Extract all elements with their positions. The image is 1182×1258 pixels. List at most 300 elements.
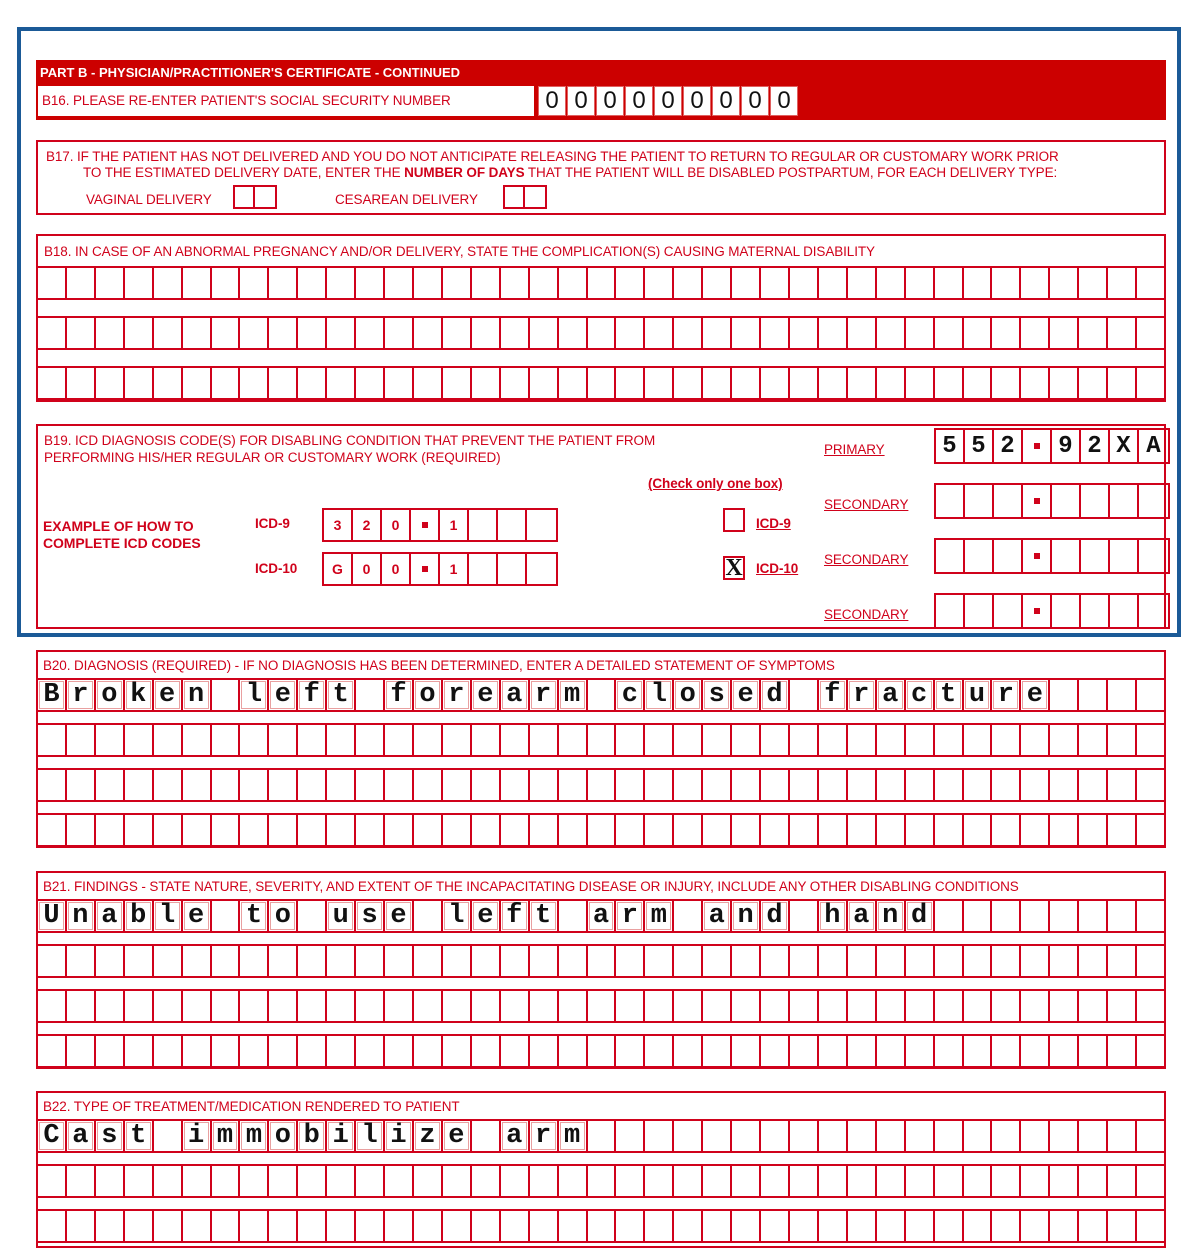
char-cell[interactable] bbox=[183, 946, 212, 976]
char-cell[interactable] bbox=[385, 1036, 414, 1066]
char-cell[interactable] bbox=[385, 1166, 414, 1196]
char-cell[interactable] bbox=[935, 901, 964, 931]
char-cell[interactable] bbox=[1108, 946, 1137, 976]
char-cell[interactable] bbox=[1137, 1211, 1164, 1241]
char-cell[interactable] bbox=[877, 1036, 906, 1066]
char-cell[interactable] bbox=[1079, 268, 1108, 298]
char-cell[interactable] bbox=[96, 1211, 125, 1241]
char-cell[interactable] bbox=[674, 1211, 703, 1241]
code-char-cell[interactable]: 2 bbox=[994, 430, 1023, 462]
char-cell[interactable] bbox=[588, 946, 617, 976]
code-char-cell[interactable] bbox=[994, 595, 1023, 627]
char-cell[interactable] bbox=[240, 770, 269, 800]
char-cell[interactable] bbox=[530, 368, 559, 398]
char-cell[interactable] bbox=[790, 901, 819, 931]
char-cell[interactable] bbox=[298, 1211, 327, 1241]
char-cell[interactable] bbox=[240, 318, 269, 348]
char-cell[interactable] bbox=[732, 368, 761, 398]
char-cell[interactable] bbox=[96, 815, 125, 845]
char-cell[interactable] bbox=[530, 815, 559, 845]
char-cell[interactable] bbox=[906, 680, 935, 710]
char-cell[interactable] bbox=[183, 680, 212, 710]
char-cell[interactable] bbox=[298, 1121, 327, 1151]
char-cell[interactable] bbox=[154, 901, 183, 931]
decimal-point-cell[interactable] bbox=[1023, 430, 1052, 462]
char-cell[interactable] bbox=[298, 368, 327, 398]
code-char-cell[interactable] bbox=[1139, 485, 1168, 517]
char-cell[interactable] bbox=[356, 268, 385, 298]
char-cell[interactable] bbox=[472, 1121, 501, 1151]
char-cell[interactable] bbox=[472, 815, 501, 845]
char-cell[interactable] bbox=[385, 1121, 414, 1151]
char-cell[interactable] bbox=[790, 268, 819, 298]
char-cell[interactable] bbox=[125, 1166, 154, 1196]
char-cell[interactable] bbox=[848, 1121, 877, 1151]
char-cell[interactable] bbox=[674, 725, 703, 755]
char-cell[interactable] bbox=[38, 680, 67, 710]
char-cell[interactable] bbox=[269, 1036, 298, 1066]
char-cell[interactable] bbox=[414, 268, 443, 298]
char-cell[interactable] bbox=[964, 991, 993, 1021]
char-cell[interactable] bbox=[1108, 725, 1137, 755]
char-cell[interactable] bbox=[212, 1166, 241, 1196]
char-cell[interactable] bbox=[761, 725, 790, 755]
char-cell[interactable] bbox=[877, 1211, 906, 1241]
char-cell[interactable] bbox=[877, 680, 906, 710]
char-cell[interactable] bbox=[819, 1036, 848, 1066]
char-cell[interactable] bbox=[385, 268, 414, 298]
char-cell[interactable] bbox=[501, 1121, 530, 1151]
code-char-cell[interactable] bbox=[965, 485, 994, 517]
char-cell[interactable] bbox=[501, 991, 530, 1021]
char-cell[interactable] bbox=[848, 815, 877, 845]
icd9-checkbox[interactable] bbox=[723, 508, 745, 532]
ssn-digit-cell[interactable]: 0 bbox=[741, 86, 769, 116]
char-cell[interactable] bbox=[443, 815, 472, 845]
char-cell[interactable] bbox=[616, 770, 645, 800]
char-cell[interactable] bbox=[240, 268, 269, 298]
char-cell[interactable] bbox=[761, 368, 790, 398]
char-cell[interactable] bbox=[212, 946, 241, 976]
char-cell[interactable] bbox=[790, 991, 819, 1021]
char-cell[interactable] bbox=[327, 991, 356, 1021]
char-cell[interactable] bbox=[269, 368, 298, 398]
char-cell[interactable] bbox=[1021, 1036, 1050, 1066]
char-cell[interactable] bbox=[588, 1211, 617, 1241]
char-cell[interactable] bbox=[67, 268, 96, 298]
char-cell[interactable] bbox=[964, 318, 993, 348]
char-cell[interactable] bbox=[443, 1166, 472, 1196]
char-cell[interactable] bbox=[96, 901, 125, 931]
char-cell[interactable] bbox=[616, 725, 645, 755]
char-cell[interactable] bbox=[1021, 770, 1050, 800]
code-char-cell[interactable]: 5 bbox=[965, 430, 994, 462]
char-cell[interactable] bbox=[992, 318, 1021, 348]
char-cell[interactable] bbox=[183, 991, 212, 1021]
char-cell[interactable] bbox=[96, 1166, 125, 1196]
char-cell[interactable] bbox=[38, 1166, 67, 1196]
code-char-cell[interactable] bbox=[1081, 595, 1110, 627]
char-cell[interactable] bbox=[848, 725, 877, 755]
char-cell[interactable] bbox=[559, 368, 588, 398]
primary-icd-code-field[interactable] bbox=[934, 428, 1170, 464]
char-cell[interactable] bbox=[732, 725, 761, 755]
char-cell[interactable] bbox=[1021, 946, 1050, 976]
char-cell[interactable] bbox=[327, 901, 356, 931]
char-cell[interactable] bbox=[1050, 946, 1079, 976]
char-cell[interactable] bbox=[125, 368, 154, 398]
char-cell[interactable] bbox=[530, 1036, 559, 1066]
char-cell[interactable] bbox=[443, 991, 472, 1021]
char-cell[interactable] bbox=[1108, 368, 1137, 398]
code-char-cell[interactable] bbox=[1052, 485, 1081, 517]
char-cell[interactable] bbox=[472, 268, 501, 298]
char-cell[interactable] bbox=[1050, 268, 1079, 298]
char-cell[interactable] bbox=[154, 1211, 183, 1241]
char-cell[interactable] bbox=[414, 1121, 443, 1151]
char-cell[interactable] bbox=[38, 946, 67, 976]
char-cell[interactable] bbox=[616, 946, 645, 976]
char-cell[interactable] bbox=[992, 725, 1021, 755]
char-cell[interactable] bbox=[125, 680, 154, 710]
icd10-checkbox[interactable]: X bbox=[723, 556, 745, 580]
char-cell[interactable] bbox=[327, 680, 356, 710]
char-cell[interactable] bbox=[298, 946, 327, 976]
char-cell[interactable] bbox=[240, 1036, 269, 1066]
char-cell[interactable] bbox=[1050, 1121, 1079, 1151]
char-cell[interactable] bbox=[1079, 946, 1108, 976]
char-cell[interactable] bbox=[125, 991, 154, 1021]
char-cell[interactable] bbox=[327, 268, 356, 298]
char-cell[interactable] bbox=[645, 368, 674, 398]
char-cell[interactable] bbox=[877, 368, 906, 398]
char-cell[interactable] bbox=[212, 815, 241, 845]
char-cell[interactable] bbox=[761, 1036, 790, 1066]
char-cell[interactable] bbox=[790, 680, 819, 710]
code-char-cell[interactable] bbox=[936, 540, 965, 572]
char-cell[interactable] bbox=[703, 1036, 732, 1066]
secondary-icd-code-field-3[interactable] bbox=[934, 593, 1170, 629]
char-cell[interactable] bbox=[964, 1036, 993, 1066]
char-cell[interactable] bbox=[1108, 991, 1137, 1021]
char-cell[interactable] bbox=[1021, 815, 1050, 845]
char-cell[interactable] bbox=[356, 368, 385, 398]
char-cell[interactable] bbox=[877, 1166, 906, 1196]
char-cell[interactable] bbox=[906, 770, 935, 800]
ssn-digit-cell[interactable]: 0 bbox=[683, 86, 711, 116]
char-cell[interactable] bbox=[848, 946, 877, 976]
char-cell[interactable] bbox=[732, 318, 761, 348]
char-cell[interactable] bbox=[501, 368, 530, 398]
b22-text-line[interactable] bbox=[38, 1209, 1164, 1243]
char-cell[interactable] bbox=[530, 991, 559, 1021]
char-cell[interactable] bbox=[67, 1166, 96, 1196]
char-cell[interactable] bbox=[356, 1211, 385, 1241]
char-cell[interactable] bbox=[1079, 1036, 1108, 1066]
char-cell[interactable] bbox=[472, 725, 501, 755]
b21-text-line[interactable] bbox=[38, 1034, 1164, 1068]
char-cell[interactable] bbox=[703, 680, 732, 710]
char-cell[interactable] bbox=[703, 268, 732, 298]
char-cell[interactable] bbox=[1108, 1166, 1137, 1196]
char-cell[interactable] bbox=[183, 901, 212, 931]
ssn-digit-cell[interactable]: 0 bbox=[567, 86, 595, 116]
char-cell[interactable] bbox=[992, 946, 1021, 976]
char-cell[interactable] bbox=[240, 725, 269, 755]
char-cell[interactable] bbox=[559, 946, 588, 976]
char-cell[interactable] bbox=[501, 901, 530, 931]
digit-cell[interactable] bbox=[235, 187, 255, 207]
char-cell[interactable] bbox=[616, 680, 645, 710]
char-cell[interactable] bbox=[819, 1211, 848, 1241]
char-cell[interactable] bbox=[298, 680, 327, 710]
char-cell[interactable] bbox=[964, 946, 993, 976]
char-cell[interactable] bbox=[443, 680, 472, 710]
char-cell[interactable] bbox=[790, 1166, 819, 1196]
char-cell[interactable] bbox=[269, 991, 298, 1021]
char-cell[interactable] bbox=[1137, 1036, 1164, 1066]
char-cell[interactable] bbox=[414, 901, 443, 931]
char-cell[interactable] bbox=[212, 770, 241, 800]
char-cell[interactable] bbox=[645, 770, 674, 800]
char-cell[interactable] bbox=[877, 901, 906, 931]
char-cell[interactable] bbox=[154, 680, 183, 710]
char-cell[interactable] bbox=[935, 725, 964, 755]
char-cell[interactable] bbox=[183, 725, 212, 755]
char-cell[interactable] bbox=[559, 1121, 588, 1151]
char-cell[interactable] bbox=[790, 770, 819, 800]
char-cell[interactable] bbox=[1021, 1166, 1050, 1196]
char-cell[interactable] bbox=[1108, 1121, 1137, 1151]
char-cell[interactable] bbox=[906, 725, 935, 755]
char-cell[interactable] bbox=[559, 815, 588, 845]
char-cell[interactable] bbox=[38, 991, 67, 1021]
char-cell[interactable] bbox=[1079, 1166, 1108, 1196]
char-cell[interactable] bbox=[645, 1211, 674, 1241]
char-cell[interactable] bbox=[530, 770, 559, 800]
char-cell[interactable] bbox=[906, 368, 935, 398]
char-cell[interactable] bbox=[125, 901, 154, 931]
char-cell[interactable] bbox=[240, 991, 269, 1021]
char-cell[interactable] bbox=[559, 1211, 588, 1241]
char-cell[interactable] bbox=[154, 268, 183, 298]
char-cell[interactable] bbox=[674, 815, 703, 845]
code-char-cell[interactable] bbox=[965, 595, 994, 627]
char-cell[interactable] bbox=[559, 1166, 588, 1196]
char-cell[interactable] bbox=[964, 725, 993, 755]
b20-text-line[interactable] bbox=[38, 813, 1164, 847]
char-cell[interactable] bbox=[154, 991, 183, 1021]
char-cell[interactable] bbox=[1021, 318, 1050, 348]
char-cell[interactable] bbox=[385, 725, 414, 755]
char-cell[interactable] bbox=[530, 1211, 559, 1241]
char-cell[interactable] bbox=[964, 1211, 993, 1241]
char-cell[interactable] bbox=[154, 815, 183, 845]
char-cell[interactable] bbox=[848, 1036, 877, 1066]
char-cell[interactable] bbox=[501, 770, 530, 800]
char-cell[interactable] bbox=[530, 901, 559, 931]
char-cell[interactable] bbox=[269, 901, 298, 931]
b22-text-line[interactable] bbox=[38, 1119, 1164, 1153]
char-cell[interactable] bbox=[67, 991, 96, 1021]
b18-text-line[interactable] bbox=[38, 266, 1164, 300]
char-cell[interactable] bbox=[67, 368, 96, 398]
char-cell[interactable] bbox=[674, 368, 703, 398]
char-cell[interactable] bbox=[154, 1121, 183, 1151]
char-cell[interactable] bbox=[183, 1121, 212, 1151]
char-cell[interactable] bbox=[703, 368, 732, 398]
char-cell[interactable] bbox=[269, 1166, 298, 1196]
char-cell[interactable] bbox=[1050, 368, 1079, 398]
char-cell[interactable] bbox=[240, 946, 269, 976]
char-cell[interactable] bbox=[761, 815, 790, 845]
char-cell[interactable] bbox=[848, 680, 877, 710]
char-cell[interactable] bbox=[67, 1121, 96, 1151]
char-cell[interactable] bbox=[385, 946, 414, 976]
char-cell[interactable] bbox=[1108, 680, 1137, 710]
code-char-cell[interactable] bbox=[1081, 485, 1110, 517]
char-cell[interactable] bbox=[67, 1036, 96, 1066]
char-cell[interactable] bbox=[703, 946, 732, 976]
char-cell[interactable] bbox=[992, 1166, 1021, 1196]
char-cell[interactable] bbox=[790, 815, 819, 845]
char-cell[interactable] bbox=[414, 318, 443, 348]
b18-text-line[interactable] bbox=[38, 366, 1164, 400]
digit-cell[interactable] bbox=[255, 187, 275, 207]
char-cell[interactable] bbox=[1079, 1211, 1108, 1241]
char-cell[interactable] bbox=[125, 1211, 154, 1241]
b20-text-line[interactable] bbox=[38, 723, 1164, 757]
char-cell[interactable] bbox=[559, 725, 588, 755]
char-cell[interactable] bbox=[848, 318, 877, 348]
char-cell[interactable] bbox=[125, 725, 154, 755]
char-cell[interactable] bbox=[1079, 680, 1108, 710]
char-cell[interactable] bbox=[819, 725, 848, 755]
char-cell[interactable] bbox=[761, 770, 790, 800]
char-cell[interactable] bbox=[761, 318, 790, 348]
char-cell[interactable] bbox=[1050, 991, 1079, 1021]
code-char-cell[interactable]: X bbox=[1110, 430, 1139, 462]
char-cell[interactable] bbox=[645, 268, 674, 298]
char-cell[interactable] bbox=[183, 770, 212, 800]
char-cell[interactable] bbox=[616, 1036, 645, 1066]
char-cell[interactable] bbox=[96, 770, 125, 800]
char-cell[interactable] bbox=[327, 368, 356, 398]
char-cell[interactable] bbox=[848, 1166, 877, 1196]
char-cell[interactable] bbox=[790, 1036, 819, 1066]
char-cell[interactable] bbox=[819, 680, 848, 710]
char-cell[interactable] bbox=[501, 1211, 530, 1241]
char-cell[interactable] bbox=[38, 815, 67, 845]
char-cell[interactable] bbox=[1050, 1211, 1079, 1241]
char-cell[interactable] bbox=[96, 1121, 125, 1151]
char-cell[interactable] bbox=[877, 991, 906, 1021]
char-cell[interactable] bbox=[790, 1211, 819, 1241]
char-cell[interactable] bbox=[703, 815, 732, 845]
char-cell[interactable] bbox=[298, 725, 327, 755]
b18-text-line[interactable] bbox=[38, 316, 1164, 350]
char-cell[interactable] bbox=[269, 725, 298, 755]
char-cell[interactable] bbox=[67, 725, 96, 755]
char-cell[interactable] bbox=[848, 991, 877, 1021]
char-cell[interactable] bbox=[530, 725, 559, 755]
char-cell[interactable] bbox=[964, 901, 993, 931]
char-cell[interactable] bbox=[645, 1036, 674, 1066]
char-cell[interactable] bbox=[327, 1121, 356, 1151]
char-cell[interactable] bbox=[761, 991, 790, 1021]
char-cell[interactable] bbox=[125, 946, 154, 976]
char-cell[interactable] bbox=[125, 1121, 154, 1151]
char-cell[interactable] bbox=[183, 368, 212, 398]
char-cell[interactable] bbox=[1079, 368, 1108, 398]
char-cell[interactable] bbox=[588, 725, 617, 755]
decimal-point-cell[interactable] bbox=[1023, 540, 1052, 572]
char-cell[interactable] bbox=[414, 1211, 443, 1241]
char-cell[interactable] bbox=[183, 1166, 212, 1196]
char-cell[interactable] bbox=[472, 1211, 501, 1241]
char-cell[interactable] bbox=[790, 725, 819, 755]
char-cell[interactable] bbox=[212, 368, 241, 398]
char-cell[interactable] bbox=[414, 946, 443, 976]
char-cell[interactable] bbox=[819, 368, 848, 398]
char-cell[interactable] bbox=[1137, 946, 1164, 976]
char-cell[interactable] bbox=[1021, 268, 1050, 298]
char-cell[interactable] bbox=[1137, 1121, 1164, 1151]
char-cell[interactable] bbox=[935, 680, 964, 710]
cesarean-delivery-days-field[interactable] bbox=[503, 185, 547, 209]
char-cell[interactable] bbox=[414, 770, 443, 800]
char-cell[interactable] bbox=[559, 268, 588, 298]
char-cell[interactable] bbox=[67, 901, 96, 931]
char-cell[interactable] bbox=[674, 318, 703, 348]
char-cell[interactable] bbox=[38, 1211, 67, 1241]
char-cell[interactable] bbox=[559, 770, 588, 800]
char-cell[interactable] bbox=[645, 680, 674, 710]
b20-text-line[interactable] bbox=[38, 768, 1164, 802]
code-char-cell[interactable]: A bbox=[1146, 432, 1161, 460]
char-cell[interactable] bbox=[269, 1121, 298, 1151]
char-cell[interactable] bbox=[588, 368, 617, 398]
vaginal-delivery-days-field[interactable] bbox=[233, 185, 277, 209]
char-cell[interactable] bbox=[414, 1166, 443, 1196]
char-cell[interactable] bbox=[1137, 1166, 1164, 1196]
char-cell[interactable] bbox=[674, 1121, 703, 1151]
char-cell[interactable] bbox=[38, 725, 67, 755]
code-char-cell[interactable] bbox=[1139, 540, 1168, 572]
char-cell[interactable] bbox=[240, 901, 269, 931]
char-cell[interactable] bbox=[1137, 368, 1164, 398]
char-cell[interactable] bbox=[1137, 770, 1164, 800]
char-cell[interactable] bbox=[588, 318, 617, 348]
char-cell[interactable] bbox=[674, 268, 703, 298]
char-cell[interactable] bbox=[559, 991, 588, 1021]
code-char-cell[interactable] bbox=[1052, 540, 1081, 572]
char-cell[interactable] bbox=[559, 318, 588, 348]
char-cell[interactable] bbox=[443, 368, 472, 398]
char-cell[interactable] bbox=[964, 680, 993, 710]
char-cell[interactable] bbox=[298, 770, 327, 800]
char-cell[interactable] bbox=[472, 1166, 501, 1196]
char-cell[interactable] bbox=[588, 1036, 617, 1066]
char-cell[interactable] bbox=[443, 946, 472, 976]
char-cell[interactable] bbox=[819, 268, 848, 298]
char-cell[interactable] bbox=[356, 946, 385, 976]
b22-text-line[interactable] bbox=[38, 1164, 1164, 1198]
char-cell[interactable] bbox=[530, 318, 559, 348]
char-cell[interactable] bbox=[1108, 318, 1137, 348]
char-cell[interactable] bbox=[38, 1036, 67, 1066]
char-cell[interactable] bbox=[992, 1121, 1021, 1151]
